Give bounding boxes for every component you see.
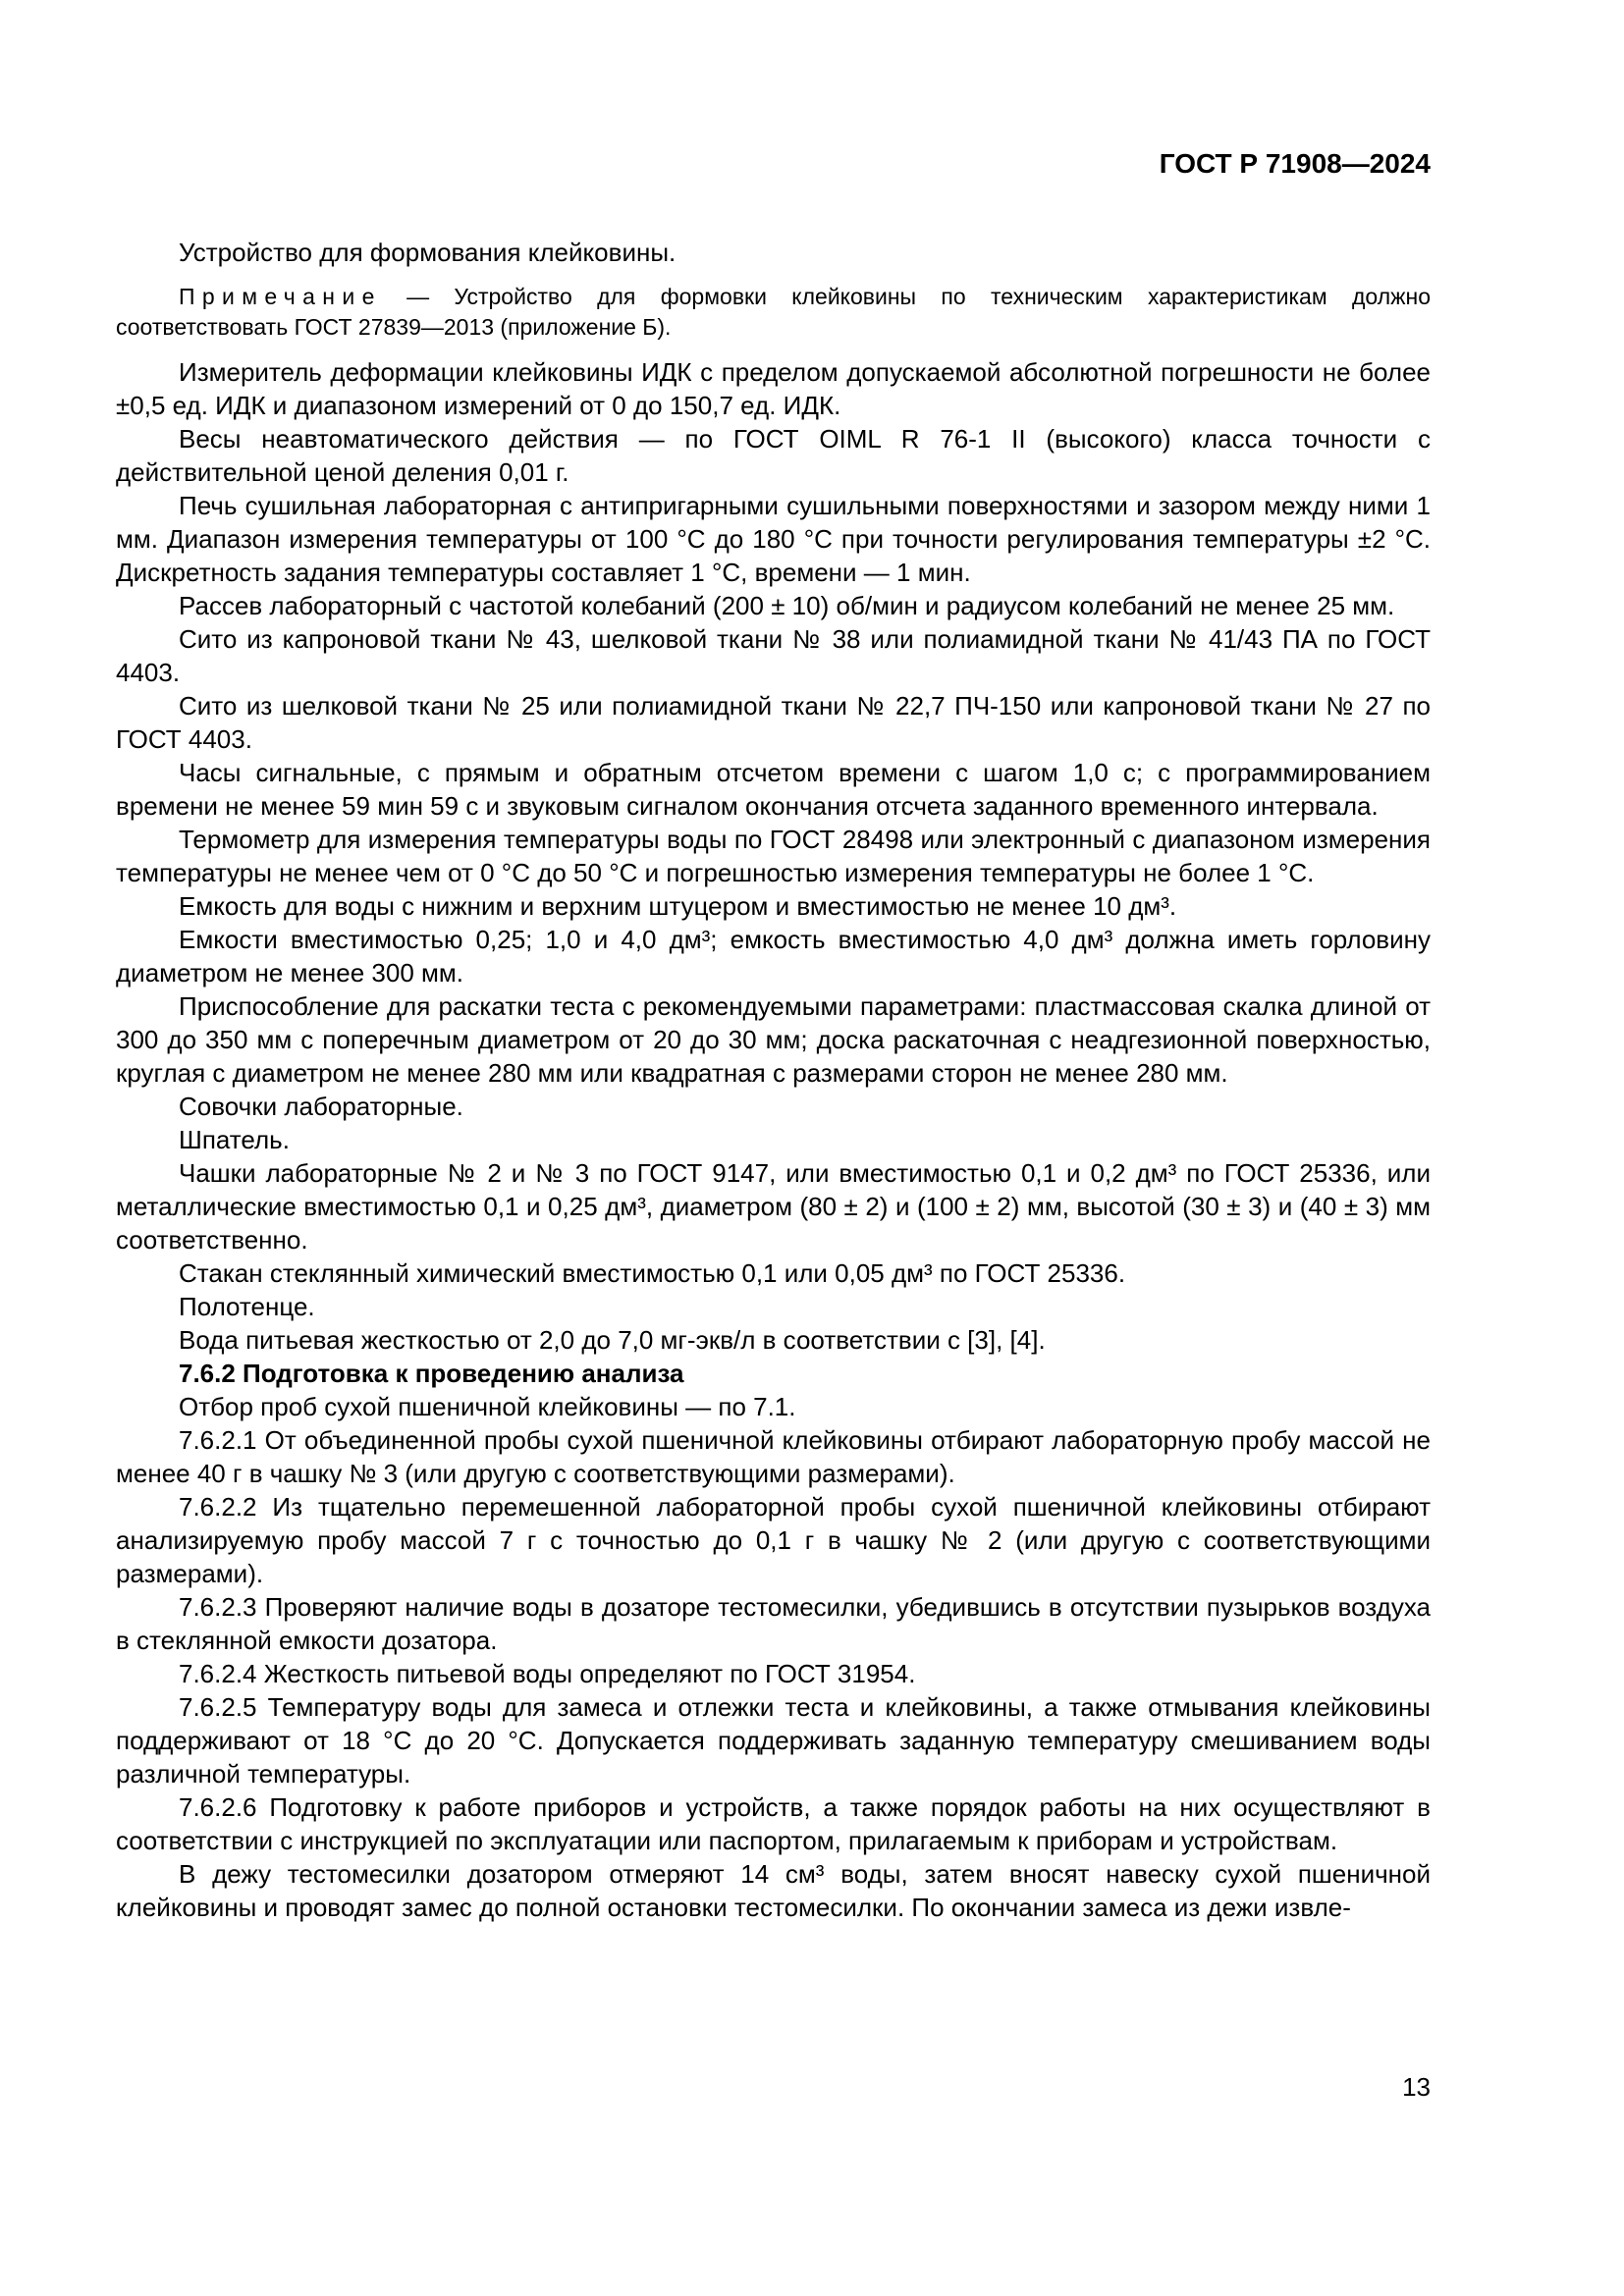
paragraph: Стакан стеклянный химический вместимостью 0,1 или 0,05 дм³ по ГОСТ 25336. [179,1258,1126,1288]
paragraph: Чашки лабораторные № 2 и № 3 по ГОСТ 9147, или вместимостью 0,1 и 0,2 дм³ по ГОСТ 25336, или металлические вместимостью 0,1 и 0,25 дм³, диаметром (80 ± 2) и (100 ± 2) мм, высотой (30 ± 3) и (40 ± 3) мм соответственно. [116,1158,1431,1255]
paragraph: Совочки лабораторные. [179,1092,463,1121]
page-header [116,147,1431,181]
paragraph: Сито из капроновой ткани № 43, шелковой ткани № 38 или полиамидной ткани № 41/43 ПА по ГОСТ 4403. [116,624,1431,687]
paragraph: Устройство для формования клейковины. [179,238,677,267]
paragraph: Часы сигнальные, с прямым и обратным отсчетом времени с шагом 1,0 с; с программированием времени не менее 59 мин 59 с и звуковым сигналом окончания отсчета заданного временного интервала. [116,758,1431,821]
paragraph: Печь сушильная лабораторная с антипригарными сушильными поверхностями и зазором между ними 1 мм. Диапазон измерения температуры от 100 °C до 180 °C при точности регулирования температуры ±2 °C. Дискретность задания температуры составляет 1 °C, времени — 1 мин. [116,491,1431,587]
paragraph: В дежу тестомесилки дозатором отмеряют 14 см³ воды, затем вносят навеску сухой пшеничной клейковины и проводят замес до полной остановки тестомесилки. По окончании замеса из дежи извле- [116,1859,1431,1922]
page-footer [116,2071,1431,2103]
paragraph: Шпатель. [179,1125,290,1154]
paragraph: Полотенце. [179,1292,315,1321]
paragraph: Емкости вместимостью 0,25; 1,0 и 4,0 дм³; емкость вместимостью 4,0 дм³ должна иметь горловину диаметром не менее 300 мм. [116,925,1431,988]
page-number: 13 [1402,2072,1431,2102]
paragraph: 7.6.2.5 Температуру воды для замеса и отлежки теста и клейковины, а также отмывания клейковины поддерживают от 18 °C до 20 °C. Допускается поддерживать заданную температуру смешиванием воды различной температуры. [116,1692,1431,1789]
paragraph: 7.6.2.3 Проверяют наличие воды в дозаторе тестомесилки, убедившись в отсутствии пузырьков воздуха в стеклянной емкости дозатора. [116,1592,1431,1655]
paragraph: Измеритель деформации клейковины ИДК с пределом допускаемой абсолютной погрешности не более ±0,5 ед. ИДК и диапазоном измерений от 0 до 150,7 ед. ИДК. [116,357,1431,420]
paragraph: Сито из шелковой ткани № 25 или полиамидной ткани № 22,7 ПЧ-150 или капроновой ткани № 27 по ГОСТ 4403. [116,691,1431,754]
paragraph: Весы неавтоматического действия — по ГОСТ OIML R 76-1 II (высокого) класса точности с действительной ценой деления 0,01 г. [116,424,1431,487]
paragraph: Термометр для измерения температуры воды по ГОСТ 28498 или электронный с диапазоном измерения температуры не менее чем от 0 °C до 50 °C и погрешностью измерения температуры не более 1 °C. [116,825,1431,887]
paragraph: Приспособление для раскатки теста с рекомендуемыми параметрами: пластмассовая скалка длиной от 300 до 350 мм с поперечным диаметром от 20 до 30 мм; доска раскаточная с неадгезионной поверхностью, круглая с диаметром не менее 280 мм или квадратная с размерами сторон не менее 280 мм. [116,991,1431,1088]
paragraph: Отбор проб сухой пшеничной клейковины — по 7.1. [179,1392,796,1421]
paragraph: Вода питьевая жесткостью от 2,0 до 7,0 мг-экв/л в соответствии с [3], [4]. [179,1325,1046,1355]
note-paragraph: Примечание — Устройство для формовки клейковины по техническим характеристикам должно соответствовать ГОСТ 27839—2013 (приложение Б). [116,284,1431,340]
note-label: Примечание [179,284,382,309]
paragraph: Емкость для воды с нижним и верхним штуцером и вместимостью не менее 10 дм³. [179,891,1177,921]
paragraph: 7.6.2.1 От объединенной пробы сухой пшеничной клейковины отбирают лабораторную пробу массой не менее 40 г в чашку № 3 (или другую с соответствующими размерами). [116,1425,1431,1488]
section-heading: 7.6.2 Подготовка к проведению анализа [179,1359,684,1388]
doc-number: ГОСТ Р 71908—2024 [1159,148,1431,179]
paragraph: 7.6.2.2 Из тщательно перемешенной лабораторной пробы сухой пшеничной клейковины отбирают анализируемую пробу массой 7 г с точностью до 0,1 г в чашку № 2 (или другую с соответствующими размерами). [116,1492,1431,1588]
paragraph: 7.6.2.4 Жесткость питьевой воды определяют по ГОСТ 31954. [179,1659,916,1688]
paragraph: 7.6.2.6 Подготовку к работе приборов и устройств, а также порядок работы на них осуществляют в соответствии с инструкцией по эксплуатации или паспортом, прилагаемым к приборам и устройствам. [116,1792,1431,1855]
paragraph: Рассев лабораторный с частотой колебаний (200 ± 10) об/мин и радиусом колебаний не менее 25 мм. [179,591,1395,620]
document-body [116,236,1431,1924]
